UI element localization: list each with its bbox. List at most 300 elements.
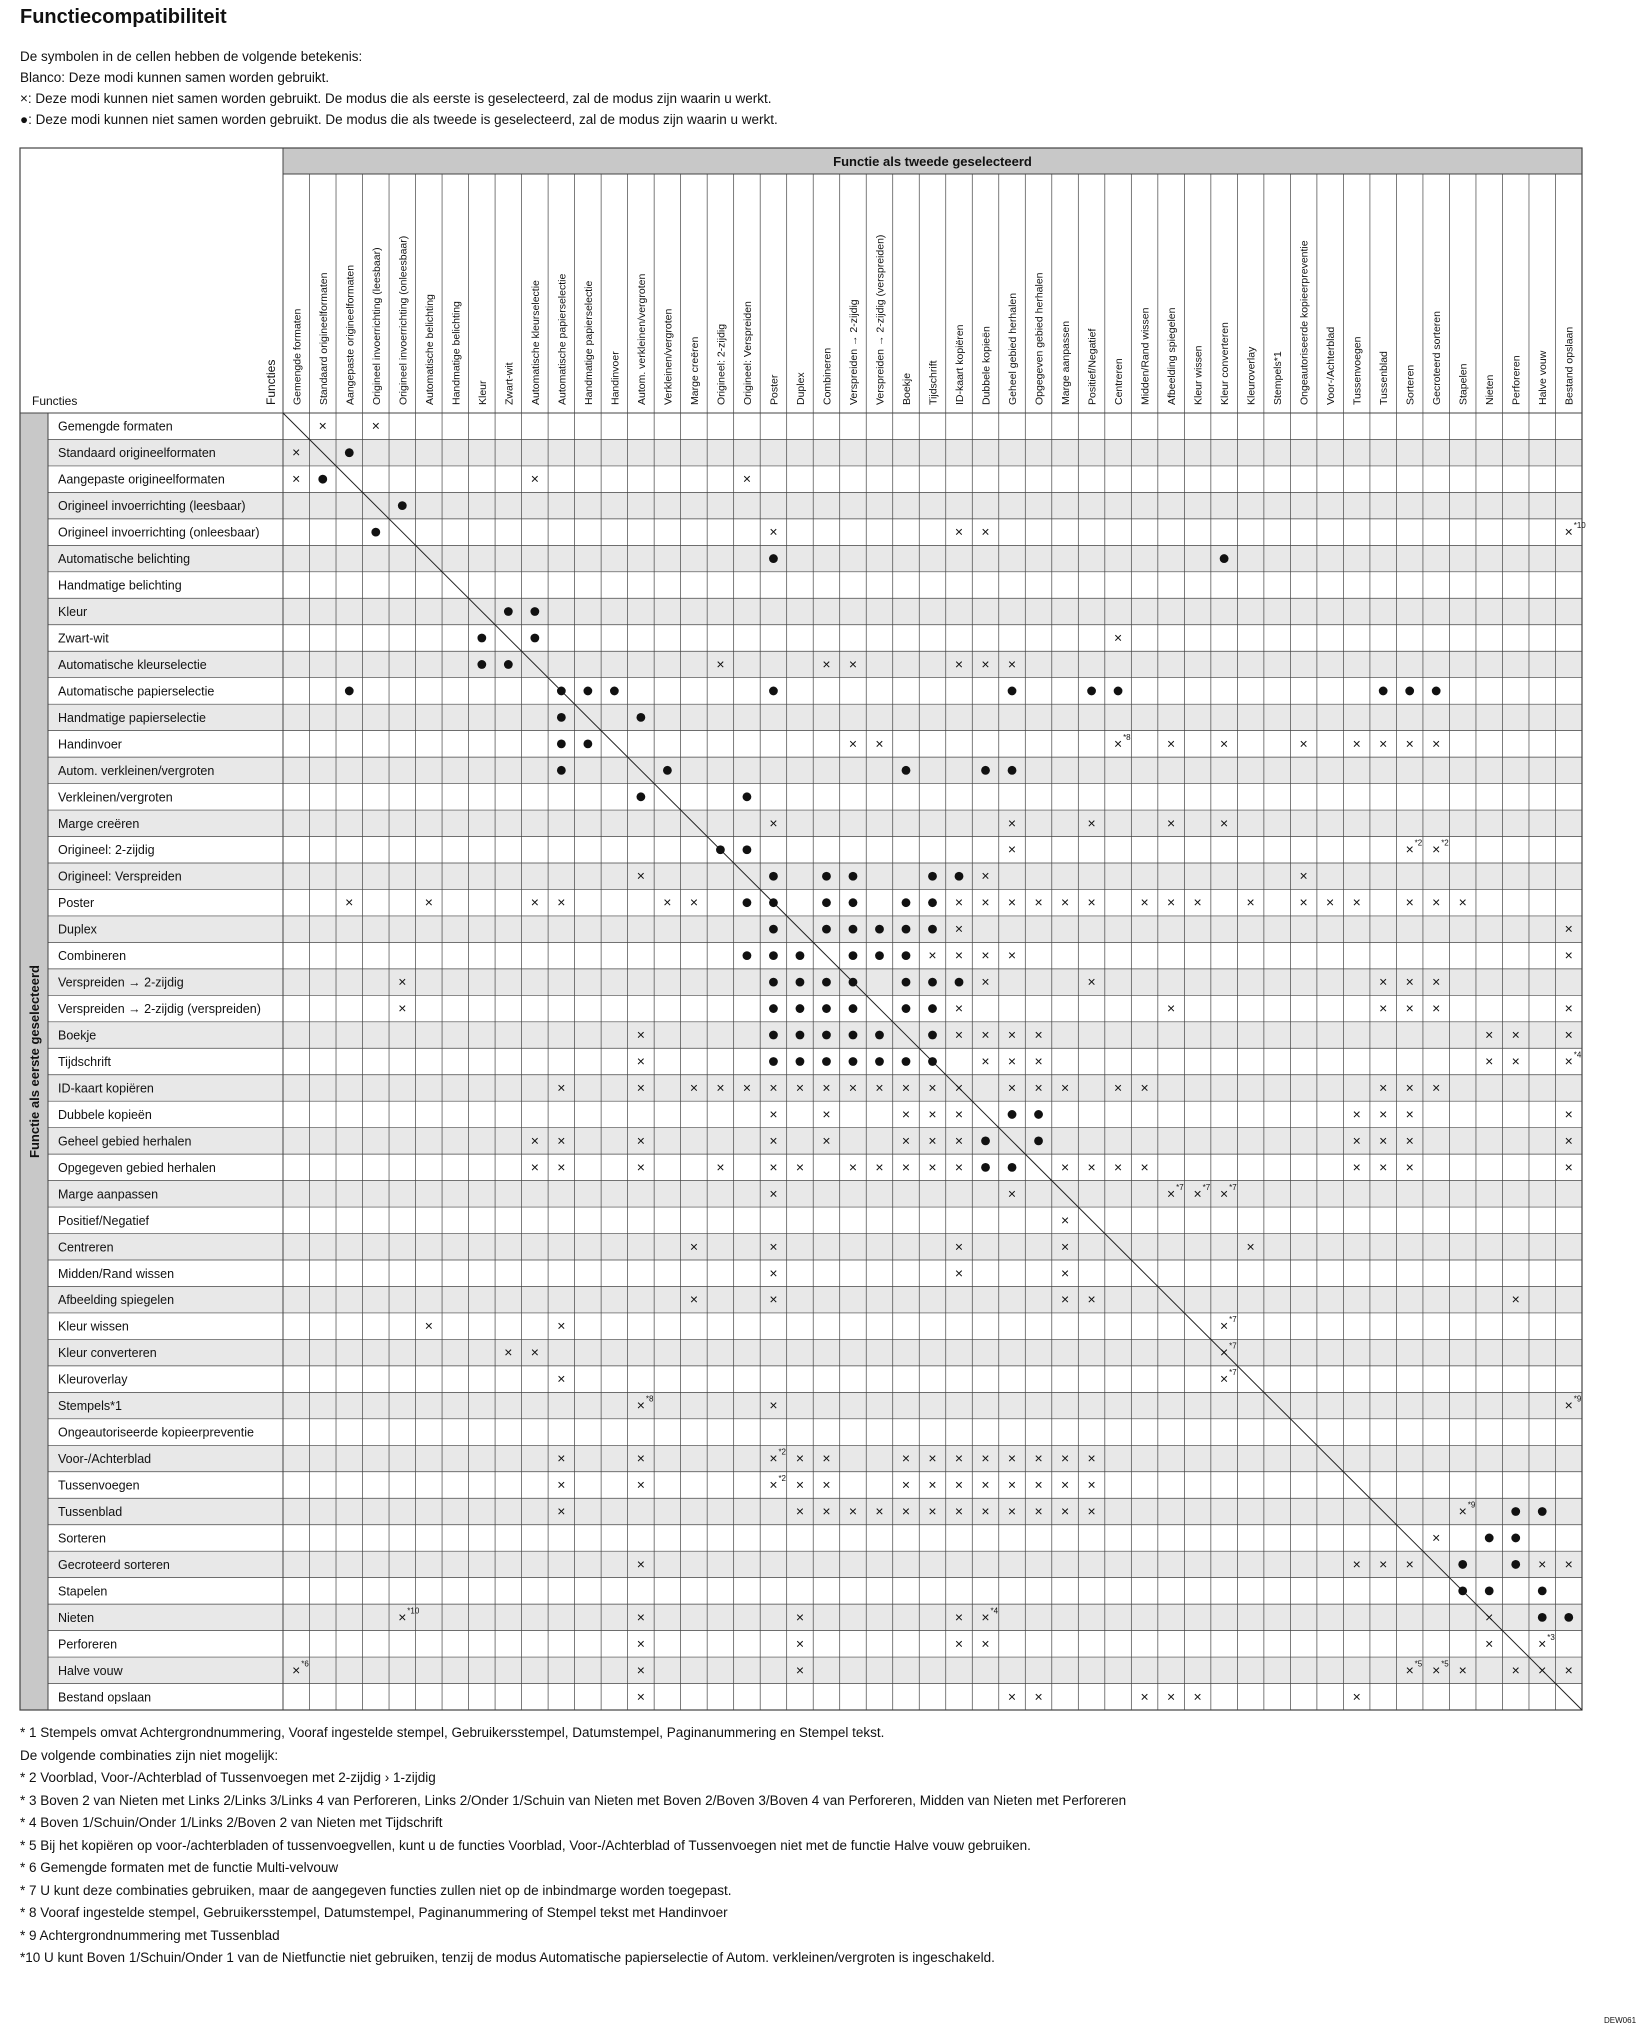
footnote-mark: *7 (1229, 1315, 1237, 1325)
col-label: Tijdschrift (927, 360, 940, 405)
cross-mark: × (901, 1132, 911, 1149)
cross-mark: × (1034, 1079, 1043, 1096)
cross-mark: × (848, 1079, 858, 1096)
cross-mark: × (1564, 1026, 1573, 1043)
cross-mark: × (954, 947, 964, 964)
cross-mark: × (424, 894, 433, 911)
cross-mark: × (795, 1476, 805, 1493)
row-band (48, 1392, 1582, 1418)
cross-mark: × (1405, 1158, 1414, 1175)
cross-mark: × (1034, 1476, 1043, 1493)
dot-mark (849, 978, 858, 987)
cross-mark: × (1379, 1132, 1388, 1149)
row-label: Stempels*1 (58, 1399, 122, 1414)
dot-mark (769, 1057, 778, 1066)
cross-mark: × (1246, 1238, 1255, 1255)
row-label: Tijdschrift (58, 1055, 112, 1069)
cross-mark: × (1087, 1502, 1096, 1519)
col-label: Midden/Rand wissen (1139, 307, 1152, 405)
col-label: Opgegeven gebied herhalen (1033, 272, 1046, 405)
cross-mark: × (1405, 1105, 1414, 1122)
cross-mark: × (1564, 920, 1573, 937)
dot-mark (1008, 687, 1017, 696)
cross-mark: × (1220, 1344, 1229, 1361)
dot-mark (796, 951, 805, 960)
row-band (48, 1022, 1582, 1048)
cross-mark: × (1458, 1661, 1467, 1678)
cross-mark: × (1432, 1661, 1441, 1678)
dot-mark (743, 951, 752, 960)
col-label: Perforeren (1510, 355, 1523, 405)
dot-mark (849, 1004, 858, 1013)
cross-mark: × (1564, 1105, 1573, 1122)
cross-mark: × (769, 1450, 778, 1467)
dot-mark (902, 925, 911, 934)
cross-mark: × (1007, 1476, 1017, 1493)
col-label: Poster (768, 374, 781, 405)
cross-mark: × (1060, 1264, 1070, 1281)
cross-mark: × (1432, 841, 1441, 858)
cross-mark: × (1060, 1238, 1070, 1255)
col-label: Handmatige papierselectie (582, 280, 595, 405)
row-band (48, 863, 1582, 889)
cross-mark: × (1060, 1502, 1070, 1519)
cross-mark: × (557, 1079, 566, 1096)
dot-mark (1511, 1534, 1520, 1543)
footnote-mark: *4 (990, 1606, 999, 1616)
cross-mark: × (530, 1132, 539, 1149)
dot-mark (769, 978, 778, 987)
dot-mark (1432, 687, 1441, 696)
cross-mark: × (1140, 1079, 1149, 1096)
cross-mark: × (1432, 1079, 1441, 1096)
cross-mark: × (530, 1158, 539, 1175)
cross-mark: × (1007, 947, 1017, 964)
cross-mark: × (1034, 894, 1043, 911)
dot-mark (1485, 1534, 1494, 1543)
dot-mark (981, 1163, 990, 1172)
footnote-mark: *9 (1573, 1394, 1582, 1404)
cross-mark: × (795, 1608, 805, 1625)
cross-mark: × (795, 1502, 805, 1519)
cross-mark: × (1034, 1688, 1043, 1705)
col-label: Geheel gebied herhalen (1007, 292, 1020, 405)
cross-mark: × (636, 1555, 645, 1572)
row-label: Kleur wissen (58, 1319, 129, 1334)
cross-mark: × (557, 1450, 566, 1467)
dot-mark (796, 1004, 805, 1013)
footnote-mark: *9 (1467, 1500, 1476, 1510)
cross-mark: × (530, 1344, 539, 1361)
dot-mark (769, 925, 778, 934)
footnote-mark: *4 (1573, 1050, 1582, 1060)
cross-mark: × (636, 1476, 645, 1493)
dot-mark (1008, 766, 1017, 775)
cross-mark: × (1220, 1185, 1229, 1202)
footnote: De volgende combinaties zijn niet mogelijk: (20, 1747, 279, 1763)
cross-mark: × (1485, 1026, 1494, 1043)
cross-mark: × (1007, 1053, 1017, 1069)
dot-mark (1511, 1507, 1520, 1516)
cross-mark: × (1379, 735, 1388, 752)
col-label: Marge creëren (688, 336, 701, 405)
col-label: Stapelen (1457, 363, 1470, 405)
dot-mark (928, 872, 937, 881)
dot-mark (796, 1057, 805, 1066)
cross-mark: × (1511, 1291, 1520, 1308)
cross-mark: × (981, 867, 990, 884)
row-band (48, 598, 1582, 624)
cross-mark: × (1564, 523, 1573, 540)
cross-mark: × (1220, 735, 1229, 752)
cross-mark: × (689, 1238, 699, 1255)
cross-mark: × (636, 1132, 645, 1149)
cross-mark: × (928, 1450, 937, 1467)
footnote: * 6 Gemengde formaten met de functie Multi-velvouw (20, 1860, 339, 1875)
dot-mark (1379, 687, 1388, 696)
row-label: Aangepaste origineelformaten (58, 472, 225, 487)
cross-mark: × (742, 470, 752, 487)
cross-mark: × (1432, 1529, 1441, 1546)
cross-mark: × (1405, 1132, 1414, 1149)
row-band (48, 1075, 1582, 1101)
cross-mark: × (769, 814, 778, 831)
footnote-mark: *7 (1202, 1182, 1211, 1192)
col-label: Verkleinen/vergroten (662, 308, 675, 405)
dot-mark (902, 1004, 911, 1013)
dot-mark (583, 687, 592, 696)
row-label: Boekje (58, 1028, 97, 1043)
dot-mark (875, 925, 884, 934)
footnote: *10 U kunt Boven 1/Schuin/Onder 1 van de Nietfunctie niet gebruiken, tenzij de modus Automatische papierselectie of Autom. verkleinen/vergroten is ingeschakeld. (20, 1950, 995, 1965)
dot-mark (371, 528, 380, 537)
row-label: Positief/Negatief (58, 1213, 150, 1228)
row-label: Bestand opslaan (58, 1690, 152, 1705)
cross-mark: × (398, 1000, 407, 1017)
dot-mark (902, 1057, 911, 1066)
col-label: Origineel invoerrichting (onleesbaar) (397, 235, 410, 405)
dot-mark (1008, 1163, 1017, 1172)
cross-mark: × (1034, 1450, 1043, 1467)
cross-mark: × (1352, 1158, 1361, 1175)
cross-mark: × (848, 655, 858, 672)
row-band (48, 810, 1582, 836)
row-label: Automatische kleurselectie (58, 657, 207, 672)
dot-mark (769, 1031, 778, 1040)
cross-mark: × (1564, 1053, 1573, 1069)
cross-mark: × (1007, 655, 1017, 672)
col-label: Automatische papierselectie (556, 273, 569, 405)
footnote-mark: *2 (778, 1474, 787, 1484)
cross-mark: × (1432, 894, 1441, 911)
col-label: Gemengde formaten (291, 308, 304, 405)
cross-mark: × (954, 1238, 964, 1255)
footnote-mark: *2 (1414, 838, 1423, 848)
dot-mark (849, 925, 858, 934)
cross-mark: × (954, 920, 964, 937)
cross-mark: × (928, 1132, 937, 1149)
cross-mark: × (557, 1370, 566, 1387)
row-label: Stapelen (58, 1584, 108, 1599)
dot-mark (849, 898, 858, 907)
cross-mark: × (769, 1185, 778, 1202)
row-label: Handmatige belichting (58, 578, 182, 593)
cross-mark: × (1220, 1317, 1229, 1334)
cross-mark: × (1007, 1502, 1017, 1519)
row-label: Sorteren (58, 1531, 106, 1546)
cross-mark: × (1379, 1079, 1388, 1096)
cross-mark: × (901, 1450, 911, 1467)
dot-mark (822, 898, 831, 907)
footnote: * 8 Vooraf ingestelde stempel, Gebruikersstempel, Datumstempel, Paginanummering of Stempel tekst met Handinvoer (20, 1905, 728, 1920)
dot-mark (875, 951, 884, 960)
footnote: * 7 U kunt deze combinaties gebruiken, maar de aangegeven functies zullen niet op de inbindmarge worden toegepast. (20, 1882, 732, 1898)
row-label: Tussenblad (58, 1504, 123, 1519)
footnote-mark: *8 (1123, 732, 1131, 742)
row-label: Autom. verkleinen/vergroten (58, 763, 215, 778)
cross-mark: × (1564, 1000, 1573, 1017)
col-label: Stempels*1 (1272, 351, 1285, 405)
cross-mark: × (689, 1079, 699, 1096)
col-label: Origineel: Verspreiden (741, 301, 754, 405)
row-band (48, 1286, 1582, 1312)
dot-mark (822, 1031, 831, 1040)
cross-mark: × (875, 1158, 884, 1175)
dot-mark (345, 448, 354, 457)
footnote: * 4 Boven 1/Schuin/Onder 1/Links 2/Boven 2 van Nieten met Tijdschrift (20, 1815, 443, 1830)
cross-mark: × (1405, 1661, 1414, 1678)
cross-mark: × (1405, 1079, 1414, 1096)
col-label: Centreren (1113, 358, 1126, 405)
cross-mark: × (1485, 1635, 1494, 1652)
cross-mark: × (1007, 1185, 1017, 1202)
cross-mark: × (636, 1450, 645, 1467)
row-label: ID-kaart kopiëren (58, 1081, 154, 1096)
row-label: Standaard origineelformaten (58, 446, 216, 461)
cross-mark: × (928, 1105, 937, 1122)
dot-mark (663, 766, 672, 775)
dot-mark (1405, 687, 1414, 696)
cross-mark: × (1379, 973, 1388, 990)
col-label: Standaard origineelformaten (317, 272, 330, 405)
cross-mark: × (1060, 1079, 1070, 1096)
cross-mark: × (1007, 1688, 1017, 1705)
cross-mark: × (769, 1264, 778, 1281)
cross-mark: × (1538, 1555, 1547, 1572)
cross-mark: × (954, 894, 964, 911)
col-label: Halve vouw (1537, 350, 1550, 405)
row-band (48, 1445, 1582, 1471)
cross-mark: × (1060, 1450, 1070, 1467)
cross-mark: × (1087, 1476, 1096, 1493)
dot-mark (1485, 1586, 1494, 1595)
dot-mark (902, 898, 911, 907)
cross-mark: × (636, 1158, 645, 1175)
cross-mark: × (928, 947, 937, 964)
cross-mark: × (292, 1661, 301, 1678)
cross-mark: × (795, 1079, 805, 1096)
cross-mark: × (1458, 894, 1467, 911)
cross-mark: × (795, 1635, 805, 1652)
cross-mark: × (636, 1661, 645, 1678)
dot-mark (796, 1031, 805, 1040)
dot-mark (849, 1057, 858, 1066)
cross-mark: × (1564, 1397, 1573, 1414)
col-label: Autom. verkleinen/vergroten (635, 273, 648, 405)
row-band (48, 1498, 1582, 1524)
footnote: * 9 Achtergrondnummering met Tussenblad (20, 1927, 280, 1943)
cross-mark: × (1299, 894, 1308, 911)
intro-line: Blanco: Deze modi kunnen samen worden gebruikt. (20, 70, 330, 85)
cross-mark: × (424, 1317, 433, 1334)
cross-mark: × (398, 1608, 407, 1625)
row-label: Kleur converteren (58, 1346, 157, 1361)
dot-mark (769, 898, 778, 907)
cross-mark: × (769, 1158, 778, 1175)
cross-mark: × (504, 1344, 513, 1361)
cross-mark: × (1007, 1079, 1017, 1096)
row-band (48, 757, 1582, 783)
cross-mark: × (954, 1608, 964, 1625)
col-label: Gecroteerd sorteren (1431, 311, 1444, 405)
footnote-mark: *7 (1229, 1182, 1237, 1192)
cross-mark: × (1113, 629, 1123, 646)
col-label: Kleuroverlay (1245, 346, 1258, 405)
cross-mark: × (822, 1450, 831, 1467)
cross-mark: × (636, 1026, 645, 1043)
row-band (48, 704, 1582, 730)
cross-mark: × (981, 947, 990, 964)
cross-mark: × (557, 1158, 566, 1175)
row-label: Automatische belichting (58, 552, 191, 567)
cross-mark: × (954, 1000, 964, 1017)
cross-mark: × (1538, 1661, 1547, 1678)
cross-mark: × (1352, 1555, 1361, 1572)
dot-mark (557, 713, 566, 722)
dot-mark (928, 925, 937, 934)
dot-mark (822, 978, 831, 987)
cross-mark: × (557, 1502, 566, 1519)
cross-mark: × (1405, 973, 1414, 990)
footnote-mark: *3 (1547, 1632, 1555, 1642)
col-label: Handmatige belichting (450, 301, 463, 405)
row-band (48, 492, 1582, 518)
dot-mark (928, 978, 937, 987)
row-band (48, 545, 1582, 571)
cross-mark: × (981, 1026, 990, 1043)
row-band (48, 916, 1582, 942)
cross-mark: × (954, 1450, 964, 1467)
cross-mark: × (1220, 1370, 1229, 1387)
row-label: Perforeren (58, 1637, 118, 1652)
cross-mark: × (1060, 1291, 1070, 1308)
dot-mark (902, 951, 911, 960)
row-label: Afbeelding spiegelen (58, 1293, 175, 1308)
cross-mark: × (636, 1079, 645, 1096)
cross-mark: × (1007, 814, 1017, 831)
cross-mark: × (822, 1502, 831, 1519)
cross-mark: × (981, 523, 990, 540)
row-label: Kleur (58, 605, 88, 620)
cross-mark: × (795, 1450, 805, 1467)
cross-mark: × (954, 523, 964, 540)
cross-mark: × (1166, 1688, 1176, 1705)
dot-mark (743, 845, 752, 854)
footnote-mark: *5 (1441, 1659, 1449, 1669)
row-label: Handmatige papierselectie (58, 710, 207, 725)
footnote-mark: *7 (1229, 1341, 1237, 1351)
cross-mark: × (1379, 1158, 1388, 1175)
cross-mark: × (557, 1317, 566, 1334)
dot-mark (769, 872, 778, 881)
col-label: Ongeautoriseerde kopieerpreventie (1298, 240, 1311, 405)
dot-mark (955, 872, 964, 881)
cross-mark: × (981, 655, 990, 672)
cross-mark: × (848, 1158, 858, 1175)
row-label: Nieten (58, 1610, 95, 1625)
cross-mark: × (1326, 894, 1335, 911)
row-label: Verspreiden → 2-zijdig (58, 975, 184, 990)
col-label: Origineel invoerrichting (leesbaar) (370, 247, 383, 405)
dot-mark (398, 501, 407, 510)
cross-mark: × (769, 1105, 778, 1122)
cross-mark: × (981, 894, 990, 911)
row-label: Verkleinen/vergroten (58, 790, 173, 805)
dot-mark (769, 687, 778, 696)
dot-mark (796, 978, 805, 987)
row-band (48, 1234, 1582, 1260)
dot-mark (902, 978, 911, 987)
dot-mark (1511, 1560, 1520, 1569)
cross-mark: × (901, 1105, 911, 1122)
row-label: Origineel invoerrichting (leesbaar) (58, 499, 246, 514)
cross-mark: × (1352, 894, 1361, 911)
dot-mark (530, 607, 539, 616)
cross-mark: × (1379, 1555, 1388, 1572)
cross-mark: × (954, 1105, 964, 1122)
cross-mark: × (1432, 1000, 1441, 1017)
col-label: Automatische belichting (423, 294, 436, 405)
cross-mark: × (1087, 1158, 1096, 1175)
col-label: Kleur (476, 380, 489, 405)
cross-mark: × (822, 1105, 831, 1122)
col-label: Verspreiden → 2-zijdig (847, 299, 860, 405)
cross-mark: × (981, 1476, 990, 1493)
dot-mark (981, 1137, 990, 1146)
cross-mark: × (1511, 1026, 1520, 1043)
cross-mark: × (1432, 973, 1441, 990)
cross-mark: × (398, 973, 407, 990)
row-label: Centreren (58, 1240, 114, 1255)
row-label: Gecroteerd sorteren (58, 1557, 170, 1572)
col-label: Marge aanpassen (1060, 320, 1073, 405)
col-label: Combineren (821, 347, 834, 405)
cross-mark: × (1193, 894, 1202, 911)
dot-mark (557, 687, 566, 696)
footnote-mark: *2 (1441, 838, 1449, 848)
col-label: Kleur wissen (1192, 345, 1205, 405)
cross-mark: × (1007, 1026, 1017, 1043)
cross-mark: × (371, 417, 380, 434)
cross-mark: × (901, 1502, 911, 1519)
dot-mark (928, 1004, 937, 1013)
dot-mark (504, 660, 513, 669)
cross-mark: × (1166, 1185, 1176, 1202)
dot-mark (716, 845, 725, 854)
dot-mark (822, 1057, 831, 1066)
dot-mark (769, 554, 778, 563)
cross-mark: × (822, 1079, 831, 1096)
